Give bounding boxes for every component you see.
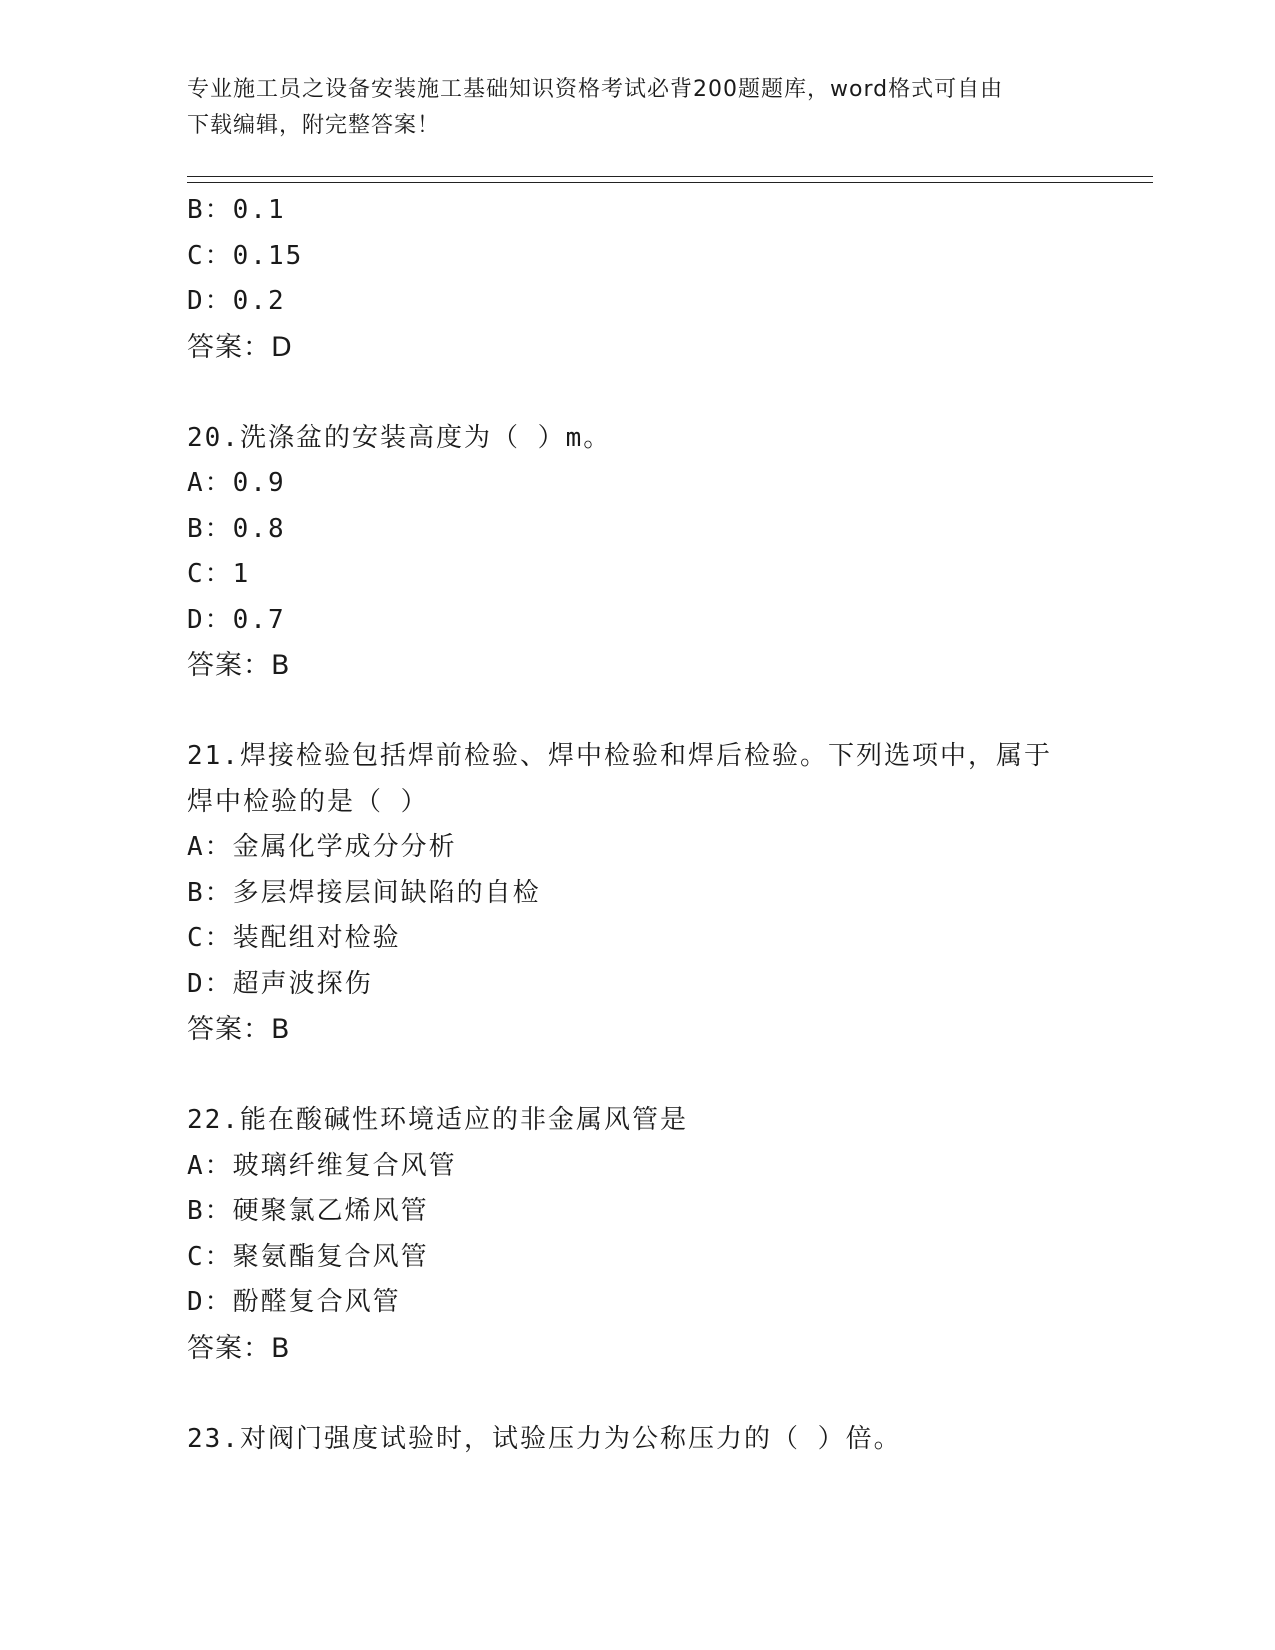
question-list (187, 188, 1087, 1462)
option-b: B：硬聚氯乙烯风管 (187, 1196, 429, 1226)
option-d: D：超声波探伤 (187, 968, 373, 999)
question-block-23 (187, 1417, 1087, 1463)
question-title-line-2: 焊中检验的是（ ） (187, 786, 429, 817)
answer-line: 答案：B (187, 650, 291, 681)
header-divider-top (187, 176, 1153, 177)
option-a: A：0.9 (187, 468, 286, 498)
answer-line: 答案：D (187, 331, 293, 363)
option-a: A：玻璃纤维复合风管 (187, 1150, 457, 1181)
question-block-21 (187, 734, 1087, 1053)
option-b: B：0.8 (187, 513, 286, 544)
option-c: C：聚氨酯复合风管 (187, 1241, 429, 1272)
spacer (187, 1371, 1087, 1417)
answer-line: 答案：B (187, 1332, 291, 1364)
question-title: 20.洗涤盆的安装高度为（ ）m。 (187, 422, 612, 453)
option-d: D：酚醛复合风管 (187, 1287, 401, 1317)
header-divider-bottom (187, 182, 1153, 183)
question-title-line-1: 21.焊接检验包括焊前检验、焊中检验和焊后检验。下列选项中，属于 (187, 741, 1052, 771)
spacer (187, 370, 1087, 416)
option-c: C：0.15 (187, 240, 304, 271)
option-c: C：1 (187, 559, 251, 589)
question-block-20 (187, 416, 1087, 689)
question-block-22 (187, 1098, 1087, 1371)
option-c: C：装配组对检验 (187, 923, 401, 953)
question-title: 22.能在酸碱性环境适应的非金属风管是 (187, 1105, 688, 1135)
option-b: B：多层焊接层间缺陷的自检 (187, 877, 541, 908)
answer-line: 答案：B (187, 1014, 291, 1045)
option-a: A：金属化学成分分析 (187, 832, 457, 862)
option-b: B：0.1 (187, 195, 286, 225)
header-line-1: 专业施工员之设备安装施工基础知识资格考试必背200题题库，word格式可自由 (187, 77, 1004, 102)
option-d: D：0.7 (187, 604, 286, 635)
question-title: 23.对阀门强度试验时，试验压力为公称压力的（ ）倍。 (187, 1423, 902, 1454)
question-block-19 (187, 188, 1087, 370)
spacer (187, 689, 1087, 735)
spacer (187, 1053, 1087, 1099)
document-header (187, 72, 1067, 144)
option-d: D：0.2 (187, 286, 286, 316)
header-line-2: 下载编辑，附完整答案！ (187, 113, 441, 138)
